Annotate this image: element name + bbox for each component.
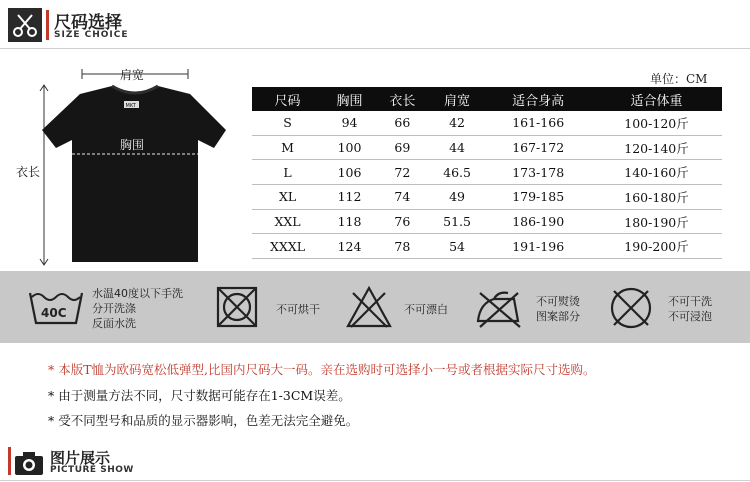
wash-label	[92, 286, 183, 331]
cell-size: XXL	[252, 209, 323, 234]
picture-section-title: 图片展示	[50, 449, 111, 467]
cell-weight: 190-200斤	[591, 234, 722, 259]
cell-length: 66	[376, 111, 429, 135]
cell-length: 76	[376, 209, 429, 234]
dryclean-label-line: 不可浸泡	[668, 310, 712, 323]
chest-label: 胸围	[120, 138, 145, 152]
cell-weight: 120-140斤	[591, 135, 722, 160]
table-row	[252, 135, 722, 160]
table-row	[252, 160, 722, 185]
cell-height: 186-190	[485, 209, 591, 234]
note-color: * 受不同型号和品质的显示器影响，色差无法完全避免。	[48, 413, 359, 428]
cell-height: 179-185	[485, 185, 591, 210]
cell-chest: 94	[323, 111, 376, 135]
section-subtitle: SIZE CHOICE	[54, 30, 129, 40]
cell-length: 72	[376, 160, 429, 185]
cell-weight: 140-160斤	[591, 160, 722, 185]
header-shoulder: 肩宽	[429, 87, 486, 111]
wash-label-line: 分开洗涤	[92, 302, 136, 315]
unit-label: 单位：CM	[650, 72, 708, 86]
dryclean-label-line: 不可干洗	[668, 295, 712, 308]
table-row	[252, 209, 722, 234]
header-accent-bar	[46, 10, 49, 40]
cell-shoulder: 46.5	[429, 160, 486, 185]
cell-chest: 124	[323, 234, 376, 259]
no-bleach-label: 不可漂白	[404, 303, 448, 316]
cell-size: S	[252, 111, 323, 135]
no-dry-clean-icon	[608, 285, 654, 331]
header-size: 尺码	[252, 87, 323, 111]
cell-size: L	[252, 160, 323, 185]
no-iron-icon	[474, 287, 524, 329]
wash-label-line: 水温40度以下手洗	[92, 287, 183, 300]
cell-weight: 180-190斤	[591, 209, 722, 234]
length-label: 衣长	[16, 165, 41, 179]
cell-height: 167-172	[485, 135, 591, 160]
section-title: 尺码选择	[54, 13, 122, 33]
cell-shoulder: 42	[429, 111, 486, 135]
header-weight: 适合体重	[591, 87, 722, 111]
hand-wash-icon	[28, 287, 84, 327]
cell-height: 173-178	[485, 160, 591, 185]
header-length: 衣长	[376, 87, 429, 111]
cell-chest: 118	[323, 209, 376, 234]
header-divider	[0, 48, 750, 49]
iron-label-line: 不可熨烫	[536, 295, 580, 308]
cell-shoulder: 54	[429, 234, 486, 259]
note-fit: * 本版T恤为欧码宽松低弹型,比国内尺码大一码。亲在选购时可选择小一号或者根据实际尺寸选购。	[48, 362, 596, 377]
header-height: 适合身高	[485, 87, 591, 111]
table-row	[252, 111, 722, 135]
cell-weight: 100-120斤	[591, 111, 722, 135]
no-tumble-dry-icon	[215, 285, 259, 329]
header-chest: 胸围	[323, 87, 376, 111]
scissors-icon	[8, 8, 42, 42]
tshirt-shape	[42, 86, 226, 262]
cell-chest: 100	[323, 135, 376, 160]
note-measurement: * 由于测量方法不同，尺寸数据可能存在1-3CM误差。	[48, 388, 351, 403]
shoulder-label: 肩宽	[120, 68, 145, 82]
wash-temp-text: 40C	[41, 306, 67, 320]
cell-size: XXXL	[252, 234, 323, 259]
camera-icon	[14, 450, 44, 476]
cell-chest: 112	[323, 185, 376, 210]
cell-shoulder: 51.5	[429, 209, 486, 234]
cell-shoulder: 44	[429, 135, 486, 160]
cell-size: XL	[252, 185, 323, 210]
cell-weight: 160-180斤	[591, 185, 722, 210]
cell-length: 78	[376, 234, 429, 259]
no-bleach-icon	[345, 285, 393, 329]
cell-height: 191-196	[485, 234, 591, 259]
cell-height: 161-166	[485, 111, 591, 135]
cell-length: 69	[376, 135, 429, 160]
table-header-row	[252, 87, 722, 111]
footer-accent-bar	[8, 447, 11, 475]
cell-chest: 106	[323, 160, 376, 185]
table-row	[252, 234, 722, 259]
cell-length: 74	[376, 185, 429, 210]
iron-label-line: 图案部分	[536, 310, 580, 323]
neck-tag-text: MKT	[125, 103, 136, 109]
dryclean-label	[668, 294, 712, 324]
cell-size: M	[252, 135, 323, 160]
wash-label-line: 反面水洗	[92, 317, 136, 330]
picture-section-subtitle: PICTURE SHOW	[50, 465, 134, 475]
iron-label	[536, 294, 580, 324]
table-row	[252, 185, 722, 210]
cell-shoulder: 49	[429, 185, 486, 210]
footer-divider	[0, 480, 750, 481]
size-table	[252, 87, 722, 259]
no-tumble-label: 不可烘干	[276, 303, 320, 316]
